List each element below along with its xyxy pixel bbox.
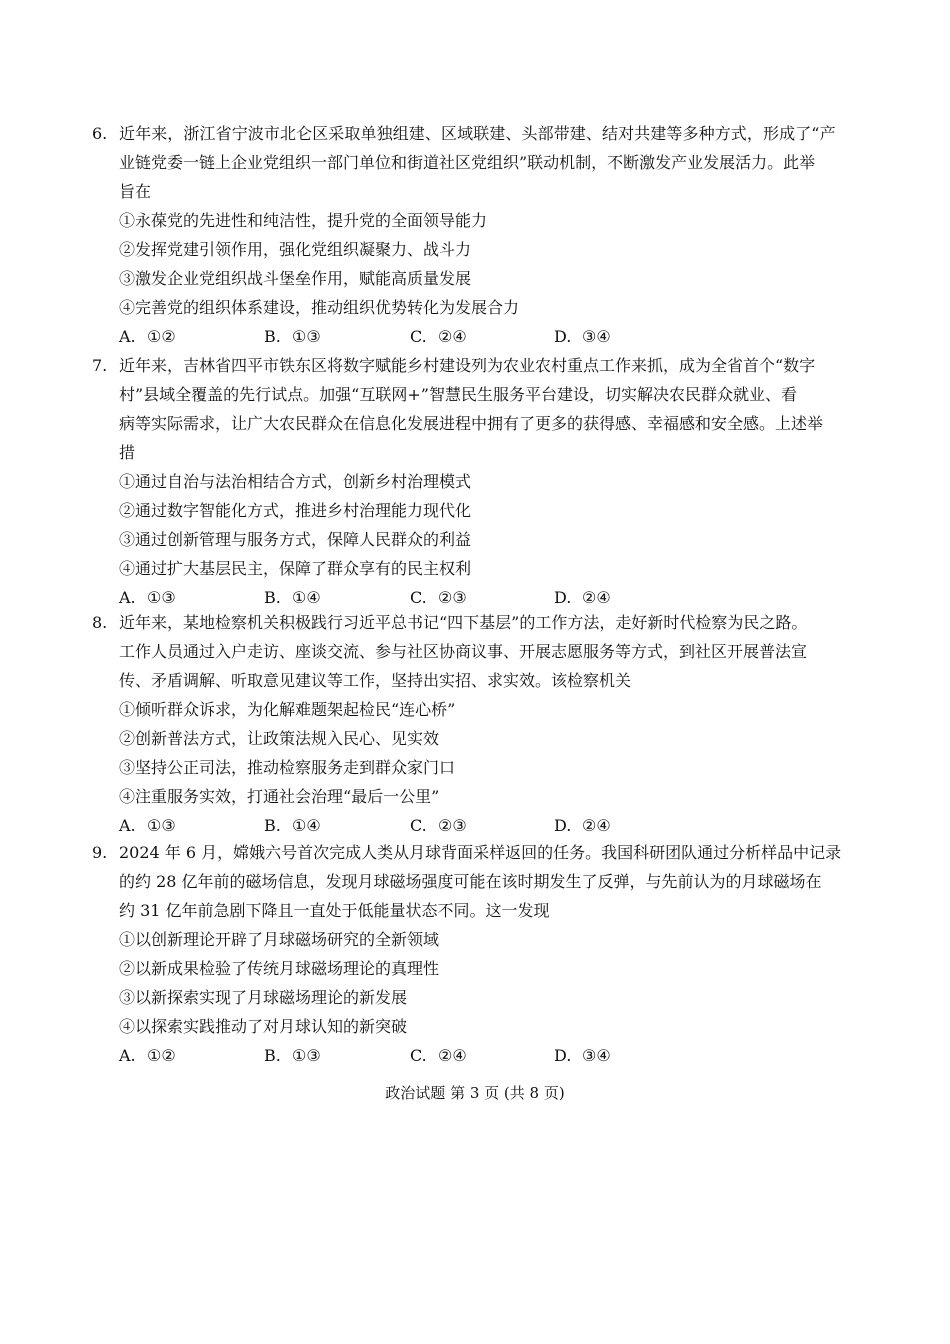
question-stem-line: 的约 28 亿年前的磁场信息，发现月球磁场强度可能在该时期发生了反弹，与先前认为的月球磁场在 (119, 872, 822, 891)
question-number: 6. (92, 124, 108, 143)
statement-option: ③坚持公正司法，推动检察服务走到群众家门口 (119, 758, 456, 777)
answer-choice-c (410, 322, 467, 351)
question-6 (92, 119, 872, 351)
choice-value: ①② (147, 327, 176, 346)
choice-letter: D. (554, 588, 572, 607)
statement-option: ④以探索实践推动了对月球认知的新突破 (119, 1017, 408, 1036)
question-stem-line: 工作人员通过入户走访、座谈交流、参与社区协商议事、开展志愿服务等方式，到社区开展普法宣 (119, 642, 808, 661)
choice-value: ③④ (582, 327, 611, 346)
answer-choice-a (119, 811, 176, 840)
statement-option: ①通过自治与法治相结合方式，创新乡村治理模式 (119, 472, 472, 491)
answer-choice-c (410, 811, 467, 840)
choice-letter: A. (119, 588, 136, 607)
choice-value: ②③ (438, 588, 467, 607)
answer-choice-b (264, 322, 321, 351)
choice-value: ①④ (292, 816, 321, 835)
choice-letter: D. (554, 327, 572, 346)
question-number: 7. (92, 356, 108, 375)
statement-option: ①永葆党的先进性和纯洁性，提升党的全面领导能力 (119, 211, 488, 230)
choice-value: ①② (147, 1046, 176, 1065)
choice-value: ②④ (438, 1046, 467, 1065)
question-stem-line: 病等实际需求，让广大农民群众在信息化发展进程中拥有了更多的获得感、幸福感和安全感。上述举 (119, 414, 824, 433)
question-stem-line: 近年来，某地检察机关积极践行习近平总书记“四下基层”的工作方法，走好新时代检察为民之路。 (119, 613, 808, 632)
answer-choice-d (554, 1041, 611, 1070)
question-7 (92, 351, 872, 612)
answer-choices (92, 322, 872, 351)
choice-value: ①③ (147, 588, 176, 607)
choice-value: ②④ (582, 588, 611, 607)
choice-value: ②④ (438, 327, 467, 346)
answer-choice-d (554, 811, 611, 840)
choice-letter: A. (119, 816, 136, 835)
answer-choices (92, 811, 872, 840)
choice-letter: D. (554, 816, 572, 835)
choice-letter: B. (264, 588, 281, 607)
choice-letter: A. (119, 1046, 136, 1065)
answer-choice-b (264, 811, 321, 840)
choice-letter: B. (264, 327, 281, 346)
choice-letter: C. (410, 588, 427, 607)
answer-choice-a (119, 322, 176, 351)
answer-choice-c (410, 1041, 467, 1070)
choice-value: ③④ (582, 1046, 611, 1065)
choice-letter: A. (119, 327, 136, 346)
statement-option: ④注重服务实效，打通社会治理“最后一公里” (119, 787, 440, 806)
choice-value: ①③ (292, 1046, 321, 1065)
question-number: 9. (92, 843, 108, 862)
question-stem-line: 近年来，吉林省四平市铁东区将数字赋能乡村建设列为农业农村重点工作来抓，成为全省首个“数字 (119, 356, 816, 375)
statement-option: ①倾听群众诉求，为化解难题架起检民“连心桥” (119, 700, 456, 719)
statement-option: ②发挥党建引领作用，强化党组织凝聚力、战斗力 (119, 240, 472, 259)
question-stem-line: 措 (119, 443, 136, 462)
answer-choice-b (264, 1041, 321, 1070)
answer-choice-a (119, 1041, 176, 1070)
choice-letter: D. (554, 1046, 572, 1065)
answer-choice-d (554, 322, 611, 351)
question-stem-line: 2024 年 6 月，嫦娥六号首次完成人类从月球背面采样返回的任务。我国科研团队通过分析样品中记录 (119, 843, 842, 862)
question-8 (92, 608, 872, 840)
choice-letter: C. (410, 1046, 427, 1065)
statement-option: ①以创新理论开辟了月球磁场研究的全新领域 (119, 930, 440, 949)
question-number: 8. (92, 613, 108, 632)
choice-value: ①④ (292, 588, 321, 607)
choice-value: ①③ (292, 327, 321, 346)
choice-letter: C. (410, 816, 427, 835)
question-stem-line: 旨在 (119, 182, 152, 201)
question-stem-line: 约 31 亿年前急剧下降且一直处于低能量状态不同。这一发现 (119, 901, 550, 920)
question-stem-line: 业链党委一链上企业党组织一部门单位和街道社区党组织”联动机制，不断激发产业发展活力。此举 (119, 153, 816, 172)
statement-option: ③以新探索实现了月球磁场理论的新发展 (119, 988, 408, 1007)
statement-option: ③通过创新管理与服务方式，保障人民群众的利益 (119, 530, 472, 549)
question-stem-line: 村”县域全覆盖的先行试点。加强“互联网+”智慧民生服务平台建设，切实解决农民群众就业、看 (119, 385, 797, 404)
statement-option: ②通过数字智能化方式，推进乡村治理能力现代化 (119, 501, 472, 520)
question-stem-line: 传、矛盾调解、听取意见建议等工作，坚持出实招、求实效。该检察机关 (119, 671, 632, 690)
statement-option: ②以新成果检验了传统月球磁场理论的真理性 (119, 959, 440, 978)
choice-value: ②④ (582, 816, 611, 835)
statement-option: ③激发企业党组织战斗堡垒作用，赋能高质量发展 (119, 269, 472, 288)
answer-choices (92, 1041, 872, 1070)
statement-option: ②创新普法方式，让政策法规入民心、见实效 (119, 729, 440, 748)
choice-letter: B. (264, 816, 281, 835)
page-footer: 政治试题 第 3 页 (共 8 页) (385, 1084, 565, 1102)
statement-option: ④通过扩大基层民主，保障了群众享有的民主权利 (119, 559, 472, 578)
question-stem-line: 近年来，浙江省宁波市北仑区采取单独组建、区域联建、头部带建、结对共建等多种方式，形成了“产 (119, 124, 836, 143)
question-9 (92, 838, 872, 1070)
choice-value: ①③ (147, 816, 176, 835)
choice-value: ②③ (438, 816, 467, 835)
choice-letter: B. (264, 1046, 281, 1065)
statement-option: ④完善党的组织体系建设，推动组织优势转化为发展合力 (119, 298, 520, 317)
choice-letter: C. (410, 327, 427, 346)
